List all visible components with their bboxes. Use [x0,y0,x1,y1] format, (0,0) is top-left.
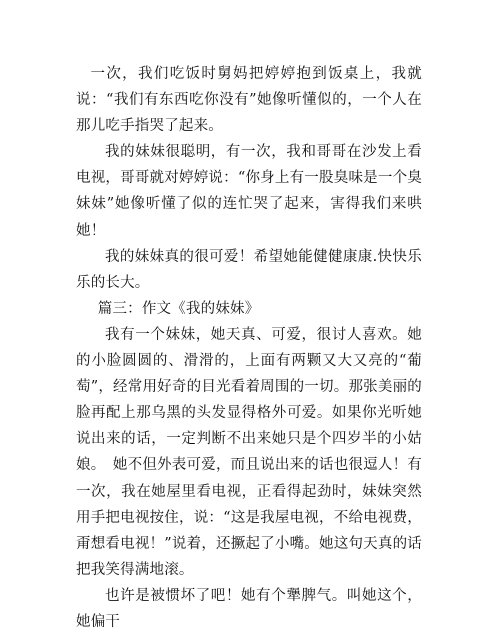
paragraph-sofa-story: 我的妹妹很聪明，有一次，我和哥哥在沙发上看电视，哥哥就对婷婷说：“你身上有一股臭味是一个臭妹妹”她像听懂了似的连忙哭了起来，害得我们来哄她！ [76,144,422,239]
paragraph-wish: 我的妹妹真的很可爱！希望她能健健康康.快快乐乐的长大。 [76,248,422,291]
document-body [76,61,422,635]
paragraph-sister-description: 我有一个妹妹，她天真、可爱，很讨人喜欢。她的小脸圆圆的、滑滑的，上面有两颗又大又亮的“葡萄”，经常用好奇的目光看着周围的一切。那张美丽的脸再配上那乌黑的头发显得格外可爱。如果你光听她说出来的话，一定判断不出来她只是个四岁半的小姑娘。 她不但外表可爱，而且说出来的话也很逗人！有一次，我在她屋里看电视，正看得起劲时，妹妹突然用手把电视按住，说：“这是我屋电视，不给电视费，甭想看电视！”说着，还撅起了小嘴。她这句天真的话把我笑得满地滚。 [76,326,422,578]
section-heading: 篇三：作文《我的妹妹》 [97,300,260,317]
paragraph-dinner-story: 一次，我们吃饭时舅妈把婷婷抱到饭桌上，我就说：“我们有东西吃你没有”她像听懂似的，一个人在那儿吃手指哭了起来。 [76,66,422,135]
paragraph-temper: 也许是被惯坏了吧！她有个犟脾气。叫她这个，她偏干 [76,587,422,630]
